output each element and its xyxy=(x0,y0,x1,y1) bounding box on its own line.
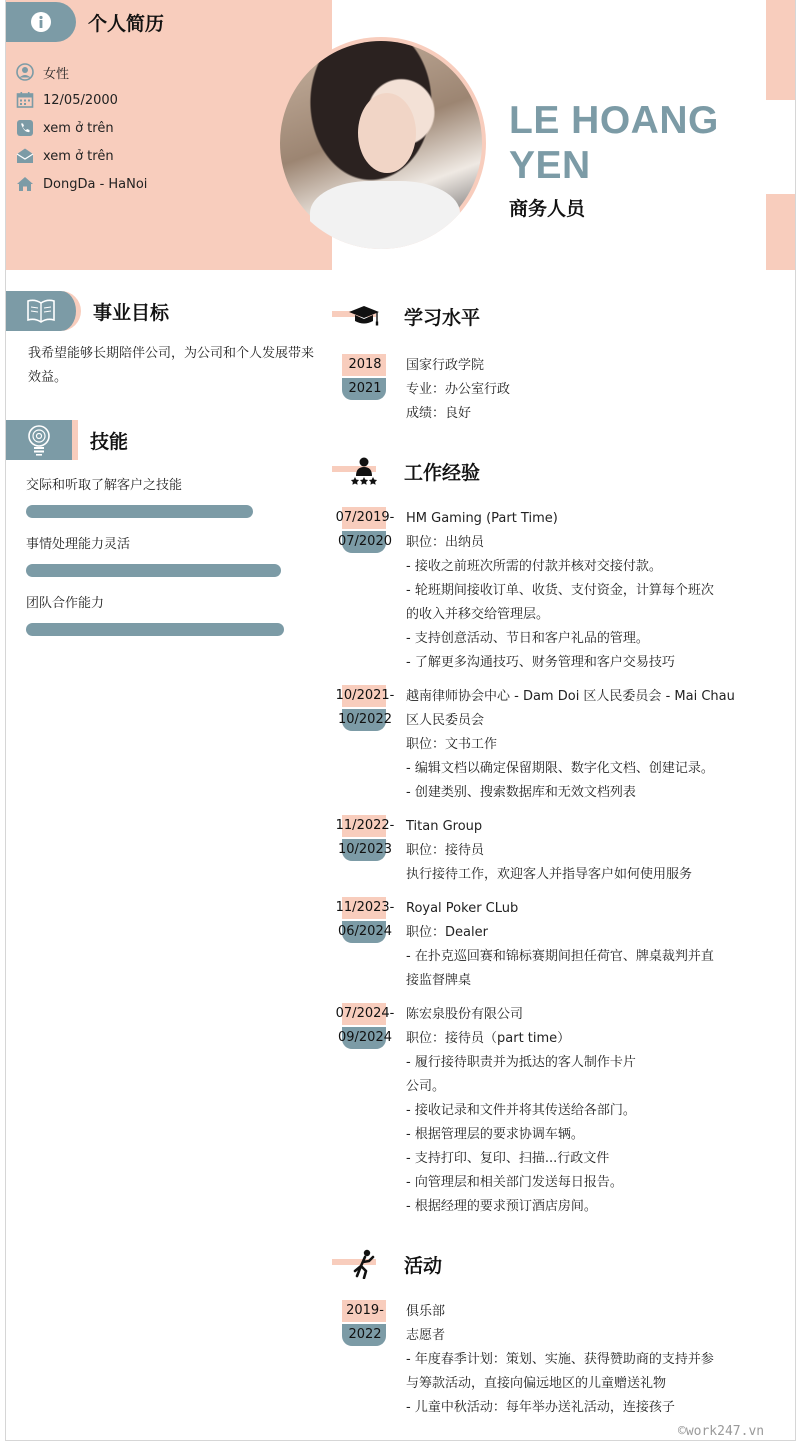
date-from xyxy=(332,354,398,376)
skill-bar xyxy=(26,505,341,518)
entry-line: - 履行接待职责并为抵达的客人制作卡片 xyxy=(406,1055,636,1070)
entry-dates xyxy=(332,815,398,863)
date-from-text: 2019- xyxy=(346,1303,384,1318)
entry-line: 职位：出纳员 xyxy=(406,535,485,550)
education-title: 学习水平 xyxy=(404,307,481,329)
date-from-text: 11/2023- xyxy=(335,900,395,915)
entry-line: 志愿者 xyxy=(406,1328,446,1343)
entry-line: - 年度春季计划：策划、实施、获得赞助商的支持并参 xyxy=(406,1352,714,1367)
graduation-cap-icon xyxy=(348,301,380,331)
objective-text: 我希望能够长期陪伴公司，为公司和个人发展带来效益。 xyxy=(28,346,315,385)
profile-photo xyxy=(280,41,482,245)
entry-dates xyxy=(332,354,398,402)
date-from-text: 07/2024- xyxy=(335,1006,395,1021)
calendar-icon xyxy=(16,91,34,109)
photo-shirt xyxy=(310,181,460,249)
home-icon xyxy=(16,175,34,193)
contact-address: DongDa - HaNoi xyxy=(16,170,147,198)
entry-line: - 轮班期间接收订单、收货、支付资金，计算每个班次 xyxy=(406,583,714,598)
entry-line: - 了解更多沟通技巧、财务管理和客户交易技巧 xyxy=(406,655,675,670)
profile-tab xyxy=(6,2,76,42)
date-to xyxy=(332,1324,398,1346)
date-to xyxy=(332,378,398,400)
experience-section-header xyxy=(332,456,632,488)
date-from-text: 07/2019- xyxy=(335,510,395,525)
entry-line: - 根据经理的要求预订酒店房间。 xyxy=(406,1199,597,1214)
lightbulb-icon xyxy=(25,424,53,456)
date-to-text: 10/2022 xyxy=(337,712,392,727)
date-from xyxy=(332,685,398,707)
skill-label: 交际和听取了解客户之技能 xyxy=(26,478,183,493)
date-from xyxy=(332,507,398,529)
info-icon xyxy=(30,11,52,33)
education-section-header xyxy=(332,301,632,333)
skills-title: 技能 xyxy=(90,430,129,453)
entry-line: - 支持创意活动、节日和客户礼品的管理。 xyxy=(406,631,649,646)
date-to xyxy=(332,1027,398,1049)
objective-section-header xyxy=(6,291,169,331)
book-icon xyxy=(26,298,56,324)
entry-line: 成绩：良好 xyxy=(406,406,472,421)
entry-line: - 接收之前班次所需的付款并核对交接付款。 xyxy=(406,559,662,574)
entry-line: 职位：接待员（part time） xyxy=(406,1031,571,1046)
date-to-text: 07/2020 xyxy=(337,534,392,549)
skill-bar-fill xyxy=(26,623,284,636)
skills-tab xyxy=(6,420,78,460)
entry-line: - 在扑克巡回赛和锦标赛期间担任荷官、牌桌裁判并直 xyxy=(406,949,714,964)
entry-line: 接监督牌桌 xyxy=(406,973,472,988)
entry-line: 职位：文书工作 xyxy=(406,737,498,752)
entry-dates xyxy=(332,507,398,555)
entry-line: 公司。 xyxy=(406,1079,446,1094)
entry-line: 职位：Dealer xyxy=(406,925,488,940)
date-from xyxy=(332,1003,398,1025)
contact-list xyxy=(16,58,147,198)
contact-phone: xem ở trên xyxy=(16,114,147,142)
phone-icon xyxy=(16,119,34,137)
entry-dates xyxy=(332,1003,398,1051)
experience-title: 工作经验 xyxy=(404,462,481,484)
decor-bar-top xyxy=(766,0,795,100)
activities-section-header xyxy=(332,1249,632,1281)
watermark: ©work247.vn xyxy=(678,1424,765,1439)
entry-lines xyxy=(406,1300,748,1420)
entry-line: Titan Group xyxy=(406,819,483,834)
entry-line: 国家行政学院 xyxy=(406,358,485,373)
entry-line: - 根据管理层的要求协调车辆。 xyxy=(406,1127,584,1142)
entry-line: 与筹款活动，直接向偏远地区的儿童赠送礼物 xyxy=(406,1376,667,1391)
entry-dates xyxy=(332,685,398,733)
date-from xyxy=(332,815,398,837)
entry-lines xyxy=(406,507,748,675)
activities-title: 活动 xyxy=(404,1255,443,1277)
date-to xyxy=(332,531,398,553)
entry-line: 执行接待工作，欢迎客人并指导客户如何使用服务 xyxy=(406,867,693,882)
skill-label: 团队合作能力 xyxy=(26,596,105,611)
date-from xyxy=(332,1300,398,1322)
date-from-text: 11/2022- xyxy=(335,818,395,833)
candidate-name: LE HOANG YEN xyxy=(509,99,719,187)
entry-dates xyxy=(332,897,398,945)
decor-bar-bottom xyxy=(766,194,795,270)
entry-lines xyxy=(406,354,748,426)
objective-tab xyxy=(6,291,81,331)
entry-line: 的收入并移交给管理层。 xyxy=(406,607,550,622)
contact-gender: 女性 xyxy=(16,58,147,86)
worker-stars-icon xyxy=(348,456,380,486)
date-to xyxy=(332,839,398,861)
skill-label: 事情处理能力灵活 xyxy=(26,537,131,552)
entry-line: 俱乐部 xyxy=(406,1304,446,1319)
entry-lines xyxy=(406,897,748,993)
profile-title: 个人简历 xyxy=(88,12,165,35)
entry-line: Royal Poker CLub xyxy=(406,901,519,916)
skill-bar xyxy=(26,623,341,636)
entry-line: - 编辑文档以确定保留期限、数字化文档、创建记录。 xyxy=(406,761,714,776)
profile-photo-frame xyxy=(276,37,486,249)
date-to-text: 10/2023 xyxy=(337,842,392,857)
photo-face xyxy=(358,93,416,173)
date-from-text: 10/2021- xyxy=(335,688,395,703)
date-to-text: 06/2024 xyxy=(337,924,392,939)
skill-bar xyxy=(26,564,341,577)
envelope-icon xyxy=(16,147,34,165)
entry-lines xyxy=(406,815,748,887)
entry-line: HM Gaming (Part Time) xyxy=(406,511,558,526)
skills-section-header xyxy=(6,420,128,460)
date-from-text: 2018 xyxy=(348,357,382,372)
skill-bar-fill xyxy=(26,564,281,577)
entry-line: 区人民委员会 xyxy=(406,713,485,728)
date-to-text: 09/2024 xyxy=(337,1030,392,1045)
profile-section-header xyxy=(6,2,164,42)
entry-line: 陈宏泉股份有限公司 xyxy=(406,1007,524,1022)
resume-page xyxy=(5,0,796,1441)
candidate-role: 商务人员 xyxy=(509,198,586,220)
user-icon xyxy=(16,63,34,81)
skill-bar-fill xyxy=(26,505,253,518)
date-to-text: 2022 xyxy=(348,1327,382,1342)
entry-line: 职位：接待员 xyxy=(406,843,485,858)
entry-line: 越南律师协会中心 - Dam Doi 区人民委员会 - Mai Chau xyxy=(406,689,735,704)
entry-line: - 创建类别、搜索数据库和无效文档列表 xyxy=(406,785,636,800)
contact-email: xem ở trên xyxy=(16,142,147,170)
entry-line: - 向管理层和相关部门发送每日报告。 xyxy=(406,1175,623,1190)
running-person-icon xyxy=(348,1249,380,1279)
objective-title: 事业目标 xyxy=(93,301,170,324)
entry-line: 专业：办公室行政 xyxy=(406,382,511,397)
entry-dates xyxy=(332,1300,398,1348)
entry-line: - 接收记录和文件并将其传送给各部门。 xyxy=(406,1103,636,1118)
date-to xyxy=(332,921,398,943)
date-to-text: 2021 xyxy=(348,381,382,396)
date-to xyxy=(332,709,398,731)
entry-lines xyxy=(406,1003,748,1219)
entry-line: - 儿童中秋活动：每年举办送礼活动，连接孩子 xyxy=(406,1400,675,1415)
contact-birthdate: 12/05/2000 xyxy=(16,86,147,114)
entry-line: - 支持打印、复印、扫描...行政文件 xyxy=(406,1151,610,1166)
entry-lines xyxy=(406,685,748,805)
date-from xyxy=(332,897,398,919)
